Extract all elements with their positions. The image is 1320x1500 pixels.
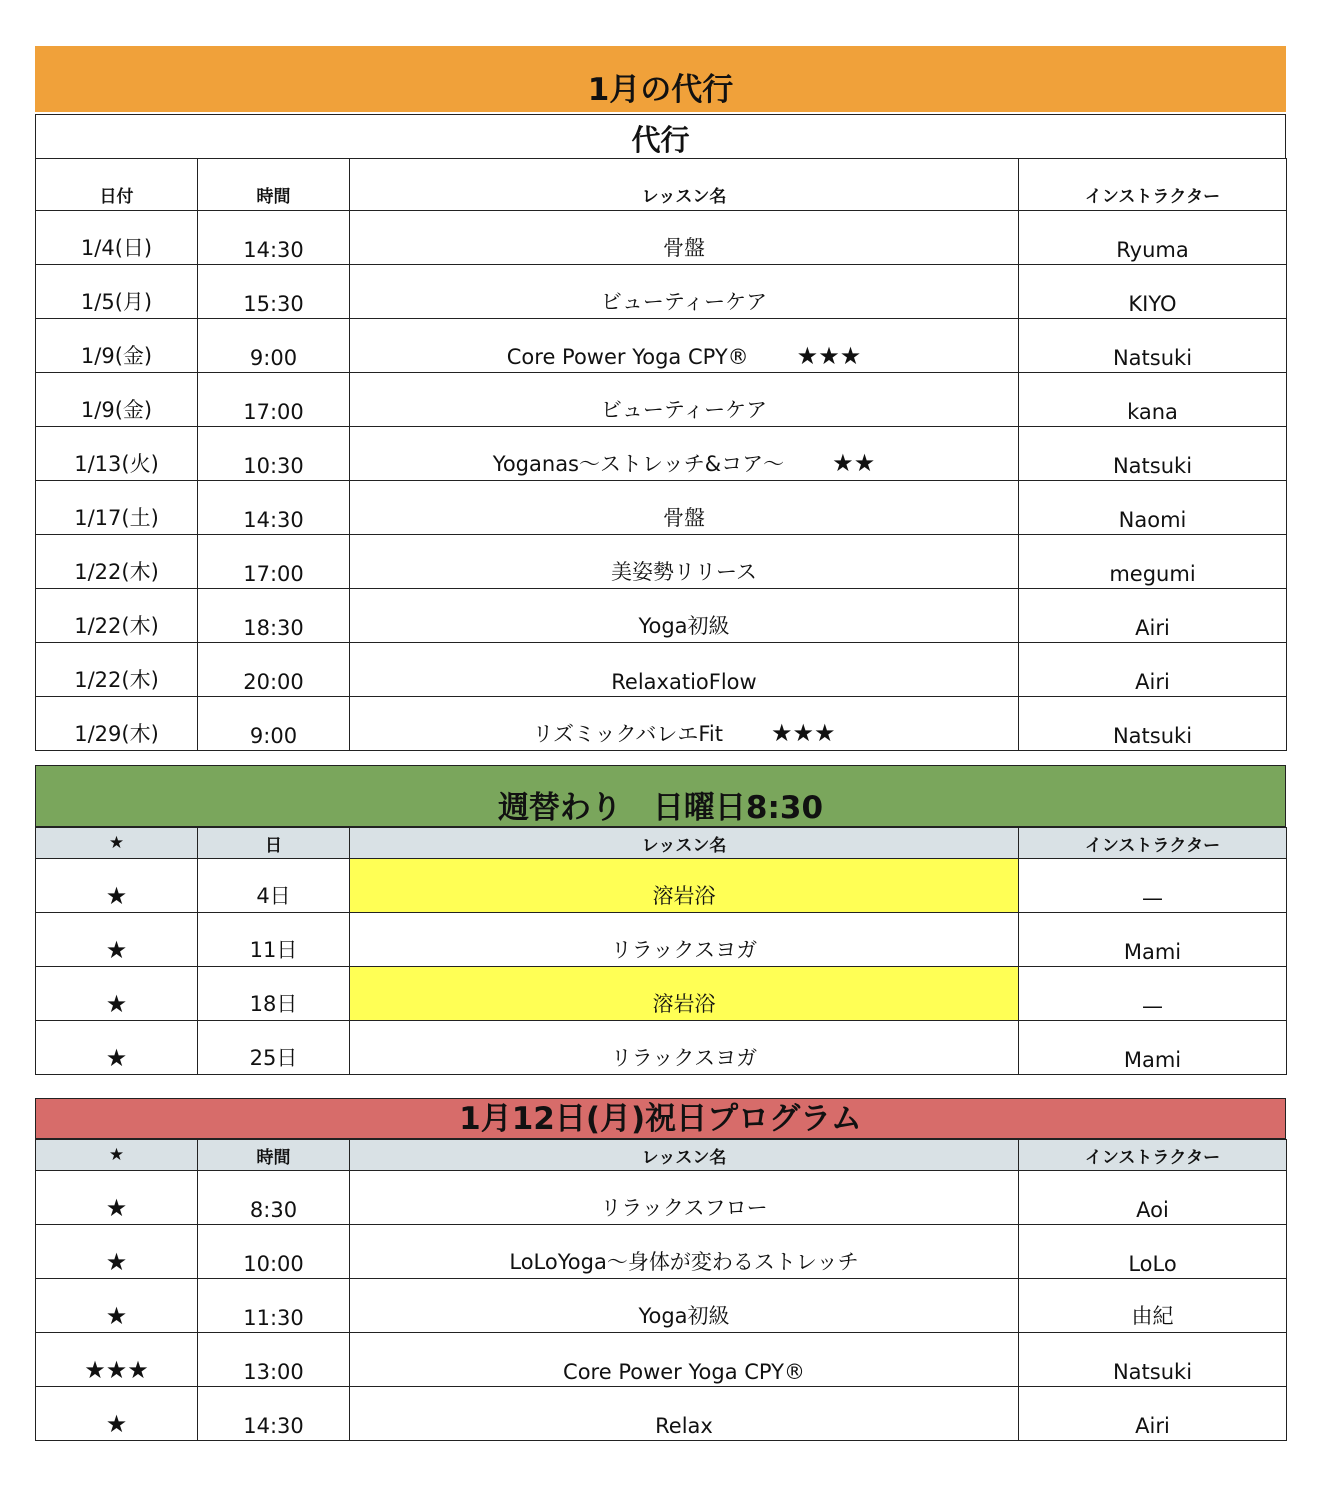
header-time: 時間 (198, 1140, 350, 1171)
lesson-cell: LoLoYoga～身体が変わるストレッチ (350, 1225, 1019, 1279)
table-row (36, 1225, 1287, 1279)
lesson-cell (350, 643, 1019, 697)
instructor-cell: Airi (1019, 1387, 1287, 1441)
header-instructor: インストラクター (1019, 159, 1287, 211)
date-cell: 1/17(土) (36, 481, 198, 535)
lesson-cell: リラックスヨガ (350, 913, 1019, 967)
date-cell: 1/22(木) (36, 643, 198, 697)
weekly-title: 週替わり 日曜日8:30 (35, 765, 1286, 827)
lesson-name: ビューティーケア (600, 398, 768, 422)
rating-stars: ★★★ (770, 719, 836, 747)
star-cell: ★ (36, 1171, 198, 1225)
instructor-cell: Mami (1019, 913, 1287, 967)
lesson-cell (350, 373, 1019, 427)
instructor-cell: Ryuma (1019, 211, 1287, 265)
instructor-cell: — (1019, 967, 1287, 1021)
table-row (36, 967, 1287, 1021)
header-star: ★ (36, 1140, 198, 1171)
table-header-row (36, 1140, 1287, 1171)
date-cell: 1/29(木) (36, 697, 198, 751)
weekly-rows (36, 859, 1287, 1075)
table-row (36, 535, 1287, 589)
time-cell: 17:00 (198, 535, 350, 589)
lesson-cell (350, 535, 1019, 589)
header-date: 日付 (36, 159, 198, 211)
date-cell: 1/9(金) (36, 373, 198, 427)
lesson-cell: Yoga初級 (350, 1279, 1019, 1333)
star-cell: ★★★ (36, 1333, 198, 1387)
lesson-cell (350, 211, 1019, 265)
table-row (36, 589, 1287, 643)
table-row (36, 1021, 1287, 1075)
table-header-row (36, 828, 1287, 859)
table-header-row (36, 159, 1287, 211)
day-cell: 25日 (198, 1021, 350, 1075)
instructor-cell: Natsuki (1019, 427, 1287, 481)
time-cell: 11:30 (198, 1279, 350, 1333)
time-cell: 9:00 (198, 319, 350, 373)
lesson-cell: Relax (350, 1387, 1019, 1441)
substitute-section (35, 46, 1286, 751)
table-row (36, 697, 1287, 751)
star-cell: ★ (36, 1387, 198, 1441)
weekly-section (35, 765, 1286, 1075)
table-row (36, 427, 1287, 481)
lesson-name: ビューティーケア (600, 290, 768, 314)
date-cell: 1/22(木) (36, 535, 198, 589)
date-cell: 1/9(金) (36, 319, 198, 373)
time-cell: 18:30 (198, 589, 350, 643)
instructor-cell: 由紀 (1019, 1279, 1287, 1333)
header-lesson: レッスン名 (350, 1140, 1019, 1171)
time-cell: 17:00 (198, 373, 350, 427)
header-star: ★ (36, 828, 198, 859)
lesson-cell (350, 481, 1019, 535)
header-lesson: レッスン名 (350, 828, 1019, 859)
star-cell: ★ (36, 967, 198, 1021)
header-lesson: レッスン名 (350, 159, 1019, 211)
time-cell: 14:30 (198, 481, 350, 535)
star-cell: ★ (36, 1279, 198, 1333)
rating-stars: ★★★ (796, 342, 862, 370)
instructor-cell: Airi (1019, 643, 1287, 697)
holiday-table (35, 1139, 1287, 1441)
instructor-cell: Mami (1019, 1021, 1287, 1075)
lesson-cell: 溶岩浴 (350, 967, 1019, 1021)
header-day: 日 (198, 828, 350, 859)
star-cell: ★ (36, 1225, 198, 1279)
instructor-cell: Aoi (1019, 1171, 1287, 1225)
time-cell: 20:00 (198, 643, 350, 697)
lesson-name: Yoga初級 (638, 614, 730, 638)
time-cell: 13:00 (198, 1333, 350, 1387)
table-row (36, 1333, 1287, 1387)
time-cell: 14:30 (198, 1387, 350, 1441)
instructor-cell: Natsuki (1019, 697, 1287, 751)
table-row (36, 643, 1287, 697)
lesson-name: RelaxatioFlow (611, 670, 757, 694)
table-row (36, 481, 1287, 535)
lesson-cell (350, 589, 1019, 643)
table-row (36, 913, 1287, 967)
table-row (36, 859, 1287, 913)
star-cell: ★ (36, 913, 198, 967)
holiday-rows (36, 1171, 1287, 1441)
table-row (36, 1279, 1287, 1333)
lesson-cell: 溶岩浴 (350, 859, 1019, 913)
instructor-cell: KIYO (1019, 265, 1287, 319)
header-instructor: インストラクター (1019, 1140, 1287, 1171)
table-row (36, 1171, 1287, 1225)
instructor-cell: Naomi (1019, 481, 1287, 535)
star-cell: ★ (36, 859, 198, 913)
lesson-cell (350, 427, 1019, 481)
instructor-cell: Natsuki (1019, 319, 1287, 373)
instructor-cell: LoLo (1019, 1225, 1287, 1279)
lesson-cell (350, 319, 1019, 373)
time-cell: 10:30 (198, 427, 350, 481)
table-row (36, 319, 1287, 373)
lesson-name: Core Power Yoga CPY® (506, 345, 749, 369)
lesson-name: 美姿勢リリース (611, 560, 757, 584)
lesson-name: 骨盤 (663, 236, 705, 260)
holiday-title: 1月12日(月)祝日プログラム (35, 1098, 1286, 1139)
weekly-table (35, 827, 1287, 1075)
holiday-section (35, 1098, 1286, 1441)
rating-stars: ★★ (832, 449, 876, 477)
date-cell: 1/5(月) (36, 265, 198, 319)
table-row (36, 373, 1287, 427)
substitute-rows (36, 211, 1287, 751)
instructor-cell: Airi (1019, 589, 1287, 643)
table-row (36, 211, 1287, 265)
lesson-name: リズミックバレエFit (532, 722, 723, 746)
date-cell: 1/4(日) (36, 211, 198, 265)
instructor-cell: — (1019, 859, 1287, 913)
day-cell: 18日 (198, 967, 350, 1021)
date-cell: 1/22(木) (36, 589, 198, 643)
table-row (36, 265, 1287, 319)
lesson-cell: Core Power Yoga CPY® (350, 1333, 1019, 1387)
date-cell: 1/13(火) (36, 427, 198, 481)
day-cell: 4日 (198, 859, 350, 913)
header-time: 時間 (198, 159, 350, 211)
lesson-cell: リラックスフロー (350, 1171, 1019, 1225)
substitute-subtitle: 代行 (35, 114, 1286, 158)
instructor-cell: Natsuki (1019, 1333, 1287, 1387)
lesson-cell (350, 697, 1019, 751)
star-cell: ★ (36, 1021, 198, 1075)
month-title: 1月の代行 (35, 46, 1286, 112)
lesson-cell: リラックスヨガ (350, 1021, 1019, 1075)
lesson-name: 骨盤 (663, 506, 705, 530)
time-cell: 14:30 (198, 211, 350, 265)
lesson-cell (350, 265, 1019, 319)
time-cell: 15:30 (198, 265, 350, 319)
day-cell: 11日 (198, 913, 350, 967)
header-instructor: インストラクター (1019, 828, 1287, 859)
instructor-cell: megumi (1019, 535, 1287, 589)
time-cell: 10:00 (198, 1225, 350, 1279)
table-row (36, 1387, 1287, 1441)
time-cell: 8:30 (198, 1171, 350, 1225)
instructor-cell: kana (1019, 373, 1287, 427)
lesson-name: Yoganas～ストレッチ&コア～ (492, 452, 785, 476)
substitute-table (35, 158, 1287, 751)
time-cell: 9:00 (198, 697, 350, 751)
